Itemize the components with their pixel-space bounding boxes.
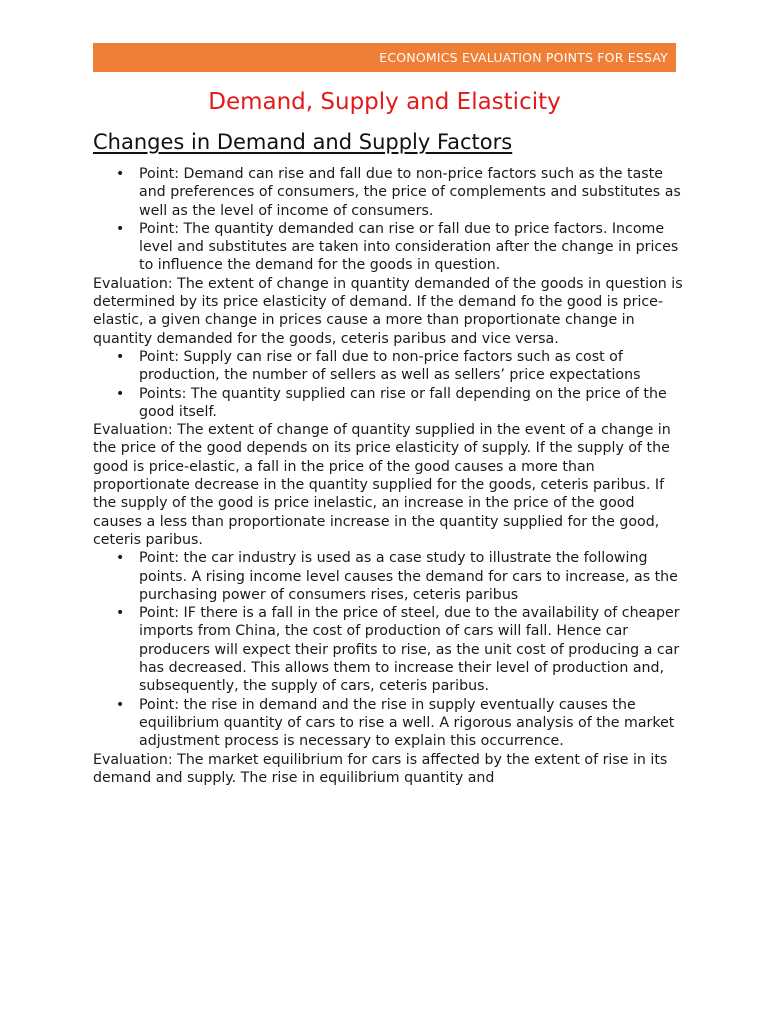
list-item: • Points: The quantity supplied can rise or fall depending on the price of the good itself. [139,385,683,422]
section-heading: Changes in Demand and Supply Factors [93,130,513,154]
list-item: • Point: the car industry is used as a case study to illustrate the following points. A rising income level causes the demand for cars to increase, as the purchasing power of consumers rises, ceteris paribus [139,549,683,604]
bullet-list-supply [93,348,683,421]
header-bar [93,43,676,72]
evaluation-paragraph: Evaluation: The extent of change of quantity supplied in the event of a change in the price of the good depends on its price elasticity of supply. If the supply of the good is price-elastic, a fall in the price of the good causes a more than proportionate decrease in the quantity supplied for the goods, ceteris paribus. If the supply of the good is price inelastic, an increase in the price of the good causes a less than proportionate increase in the quantity supplied for the good, ceteris paribus. [93,422,671,548]
list-item: • Point: IF there is a fall in the price of steel, due to the availability of cheaper imports from China, the cost of production of cars will fall. Hence car producers will expect their profits to rise, as the unit cost of producing a car has decreased. This allows them to increase their level of production and, subsequently, the supply of cars, ceteris paribus. [139,604,683,695]
evaluation-paragraph: Evaluation: The extent of change in quantity demanded of the goods in question is determined by its price elasticity of demand. If the demand fo the good is price-elastic, a given change in prices cause a more than proportionate change in quantity demanded for the goods, ceteris paribus and vice versa. [93,275,683,347]
list-item: • Point: Supply can rise or fall due to non-price factors such as cost of production, the number of sellers as well as sellers’ price expectations [139,348,683,385]
list-item: • Point: Demand can rise and fall due to non-price factors such as the taste and preferences of consumers, the price of complements and substitutes as well as the level of income of consumers. [139,165,683,220]
bullet-list-demand [93,165,683,275]
header-label: ECONOMICS EVALUATION POINTS FOR ESSAY [379,50,668,65]
list-item: • Point: The quantity demanded can rise or fall due to price factors. Income level and substitutes are taken into consideration after the change in prices to influence the demand for the goods in question. [139,220,683,275]
evaluation-paragraph: Evaluation: The market equilibrium for cars is affected by the extent of rise in its demand and supply. The rise in equilibrium quantity and [93,751,668,786]
document-title: Demand, Supply and Elasticity [208,89,561,115]
document-body [93,165,683,787]
bullet-list-case-study [93,549,683,750]
list-item: • Point: the rise in demand and the rise in supply eventually causes the equilibrium quantity of cars to rise a well. A rigorous analysis of the market adjustment process is necessary to explain this occurrence. [139,696,683,751]
